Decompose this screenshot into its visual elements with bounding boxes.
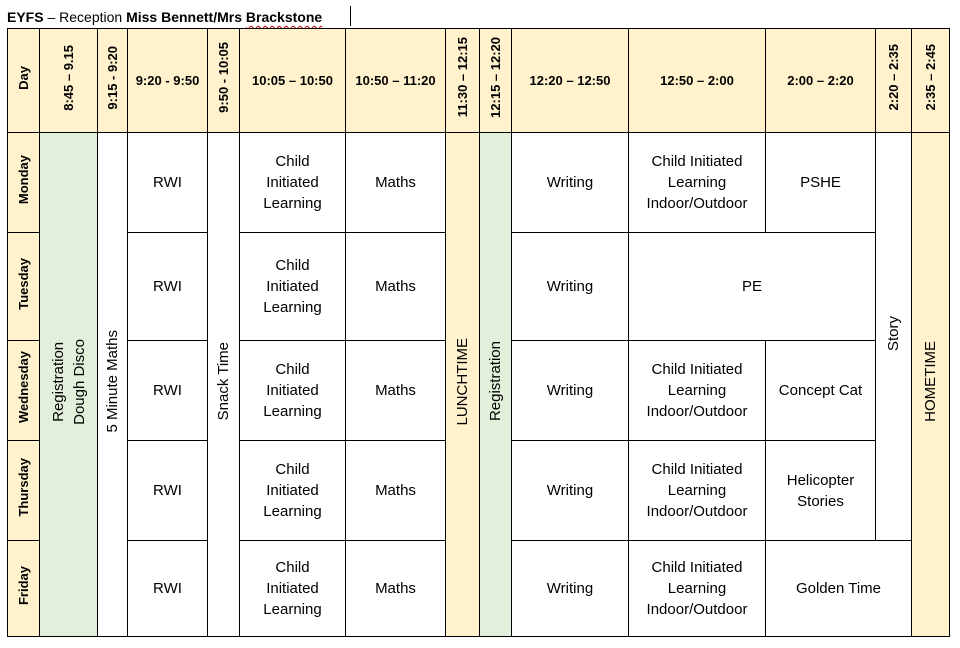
header-time-915: 9:15 - 9:20 — [98, 29, 128, 133]
header-time-220: 2:20 – 2:35 — [876, 29, 912, 133]
header-time-1215: 12:15 – 12:20 — [480, 29, 512, 133]
header-time-1050: 10:50 – 11:20 — [346, 29, 446, 133]
cell-child-initiated: Child Initiated Learning — [240, 341, 346, 441]
document-title: EYFS – Reception Miss Bennett/Mrs Brackstone — [7, 9, 323, 25]
lunchtime-block: LUNCHTIME — [446, 133, 480, 637]
cell-pshe: PSHE — [766, 133, 876, 233]
cell-child-initiated-indoor-outdoor: Child Initiated Learning Indoor/Outdoor — [629, 133, 766, 233]
table-row — [8, 133, 950, 233]
story-block: Story — [876, 133, 912, 541]
cell-concept-cat: Concept Cat — [766, 341, 876, 441]
cell-maths: Maths — [346, 233, 446, 341]
cell-writing: Writing — [512, 341, 629, 441]
cell-rwi: RWI — [128, 341, 208, 441]
registration-block — [40, 133, 98, 637]
cell-writing: Writing — [512, 233, 629, 341]
cell-writing: Writing — [512, 441, 629, 541]
hometime-block: HOMETIME — [912, 133, 950, 637]
text-cursor — [350, 6, 351, 26]
cell-maths: Maths — [346, 541, 446, 637]
registration-text: Registration Dough Disco — [49, 338, 88, 425]
cell-helicopter-stories: Helicopter Stories — [766, 441, 876, 541]
cell-pe: PE — [629, 233, 876, 341]
header-time-950: 9:50 - 10:05 — [208, 29, 240, 133]
cell-maths: Maths — [346, 341, 446, 441]
header-time-1220: 12:20 – 12:50 — [512, 29, 629, 133]
header-time-845: 8:45 – 9.15 — [40, 29, 98, 133]
cell-rwi: RWI — [128, 541, 208, 637]
header-time-1130: 11:30 – 12:15 — [446, 29, 480, 133]
cell-writing: Writing — [512, 541, 629, 637]
timetable — [7, 28, 950, 637]
cell-writing: Writing — [512, 133, 629, 233]
cell-child-initiated: Child Initiated Learning — [240, 133, 346, 233]
cell-maths: Maths — [346, 133, 446, 233]
day-wednesday: Wednesday — [8, 341, 40, 441]
snack-time-block: Snack Time — [208, 133, 240, 637]
registration-pm-block: Registration — [480, 133, 512, 637]
header-day: Day — [8, 29, 40, 133]
day-monday: Monday — [8, 133, 40, 233]
cell-child-initiated-indoor-outdoor: Child Initiated Learning Indoor/Outdoor — [629, 341, 766, 441]
cell-child-initiated: Child Initiated Learning — [240, 441, 346, 541]
cell-rwi: RWI — [128, 441, 208, 541]
cell-golden-time: Golden Time — [766, 541, 912, 637]
day-thursday: Thursday — [8, 441, 40, 541]
five-minute-maths-block: 5 Minute Maths — [98, 133, 128, 637]
day-friday: Friday — [8, 541, 40, 637]
header-time-920: 9:20 - 9:50 — [128, 29, 208, 133]
cell-child-initiated-indoor-outdoor: Child Initiated Learning Indoor/Outdoor — [629, 441, 766, 541]
header-time-235: 2:35 – 2:45 — [912, 29, 950, 133]
header-time-200: 2:00 – 2:20 — [766, 29, 876, 133]
header-row — [8, 29, 950, 133]
cell-maths: Maths — [346, 441, 446, 541]
day-tuesday: Tuesday — [8, 233, 40, 341]
header-time-1250: 12:50 – 2:00 — [629, 29, 766, 133]
cell-child-initiated: Child Initiated Learning — [240, 541, 346, 637]
cell-child-initiated: Child Initiated Learning — [240, 233, 346, 341]
cell-child-initiated-indoor-outdoor: Child Initiated Learning Indoor/Outdoor — [629, 541, 766, 637]
cell-rwi: RWI — [128, 233, 208, 341]
header-time-1005: 10:05 – 10:50 — [240, 29, 346, 133]
cell-rwi: RWI — [128, 133, 208, 233]
